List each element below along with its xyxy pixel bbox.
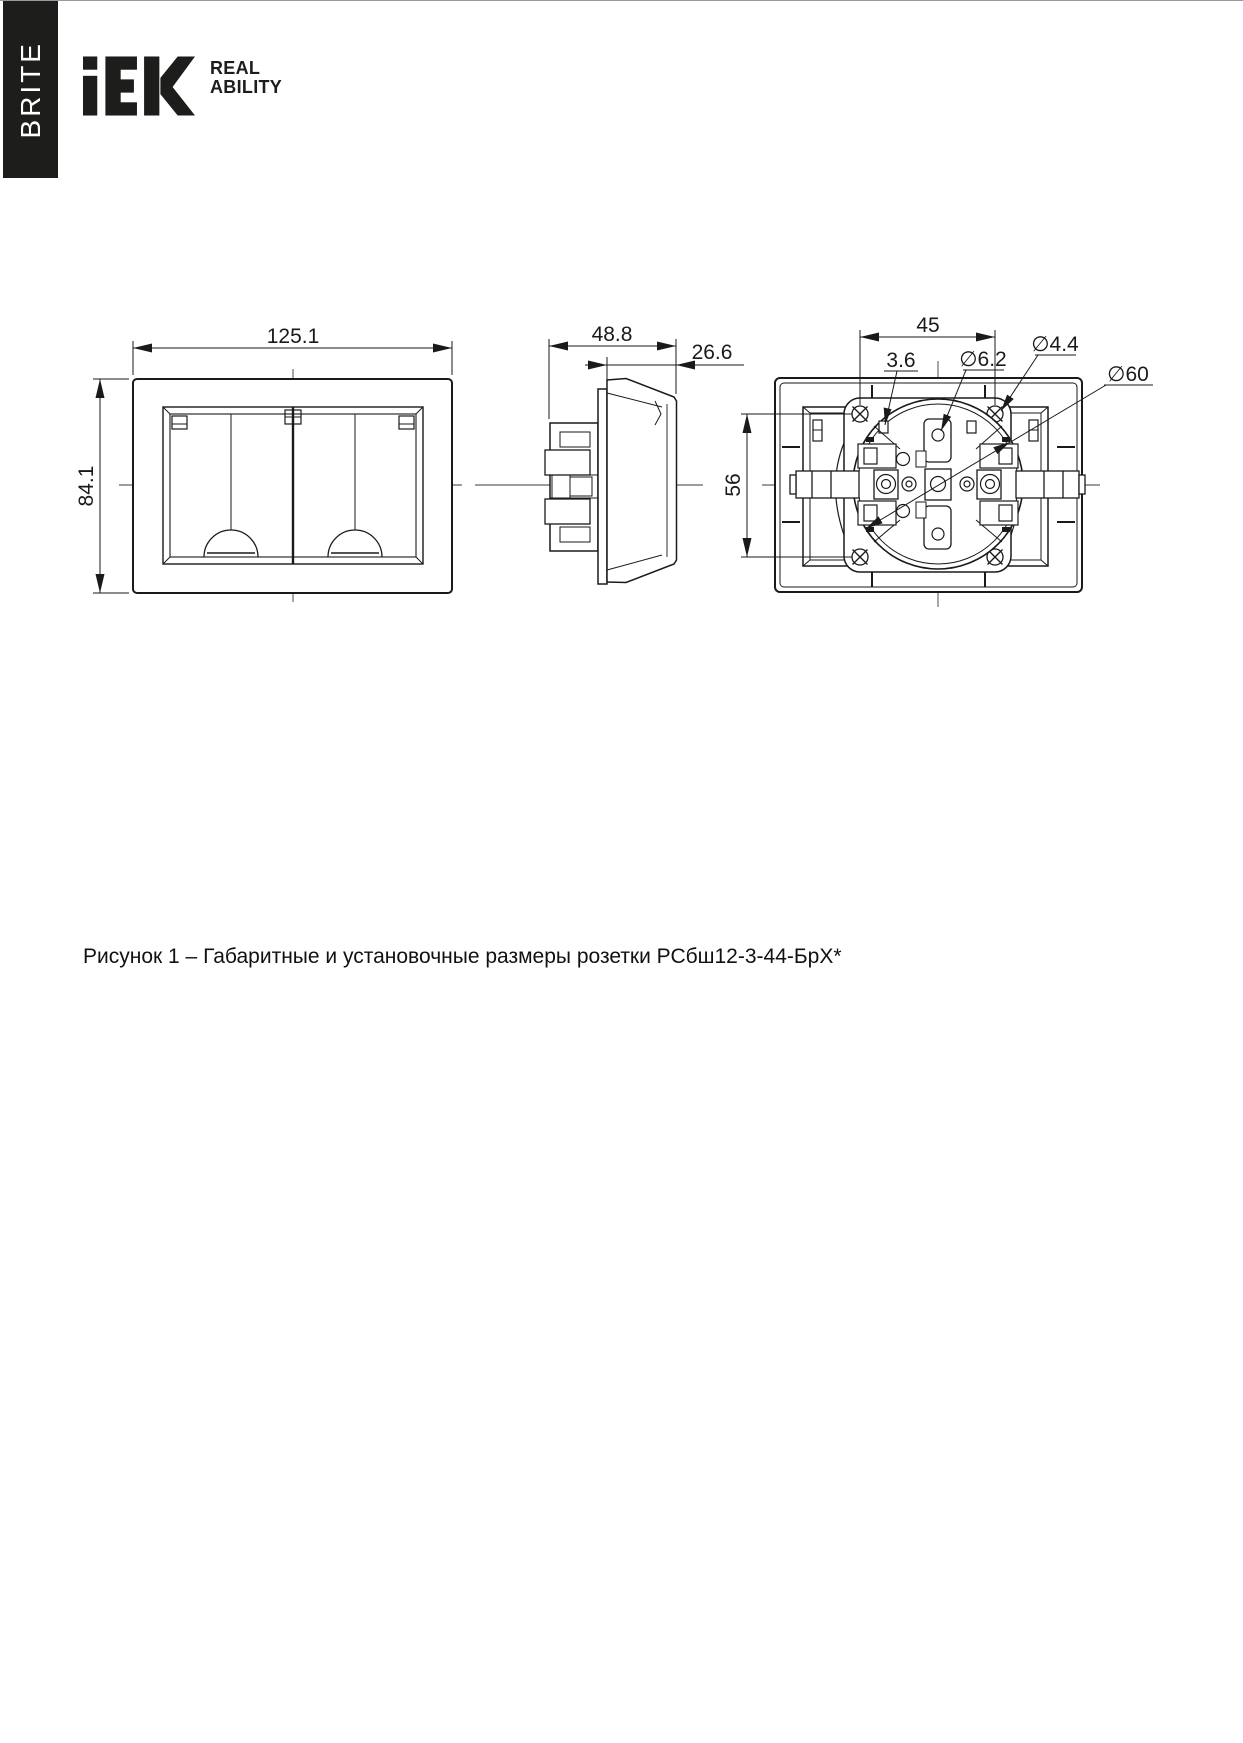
dim-rear-screw-span-v-label: 56 xyxy=(722,473,745,497)
dim-side-front-depth-label: 26.6 xyxy=(691,341,733,364)
dim-rear-screw-hole-label: ∅4.4 xyxy=(1031,333,1079,356)
side-view xyxy=(475,323,744,584)
rear-view xyxy=(722,314,1153,607)
dim-side-depth-label: 48.8 xyxy=(591,323,633,346)
dim-rear-slot-label: 3.6 xyxy=(886,349,916,372)
front-view xyxy=(75,325,462,602)
dimension-drawing xyxy=(0,1,1243,1743)
figure-caption: Рисунок 1 – Габаритные и установочные размеры розетки РСбш12-3-44-БрХ* xyxy=(83,945,842,968)
dim-front-height-label: 84.1 xyxy=(75,465,98,507)
series-tab-label: BRITE xyxy=(14,40,46,139)
dim-rear-screw-span-h-label: 45 xyxy=(916,314,940,337)
dim-rear-box-dia-label: ∅60 xyxy=(1107,363,1149,386)
dim-front-width-label: 125.1 xyxy=(266,325,320,348)
dim-rear-channel-hole-label: ∅6.2 xyxy=(959,348,1007,371)
logo-tagline-line2: ABILITY xyxy=(210,77,283,97)
logo-tagline-line1: REAL xyxy=(210,58,261,78)
